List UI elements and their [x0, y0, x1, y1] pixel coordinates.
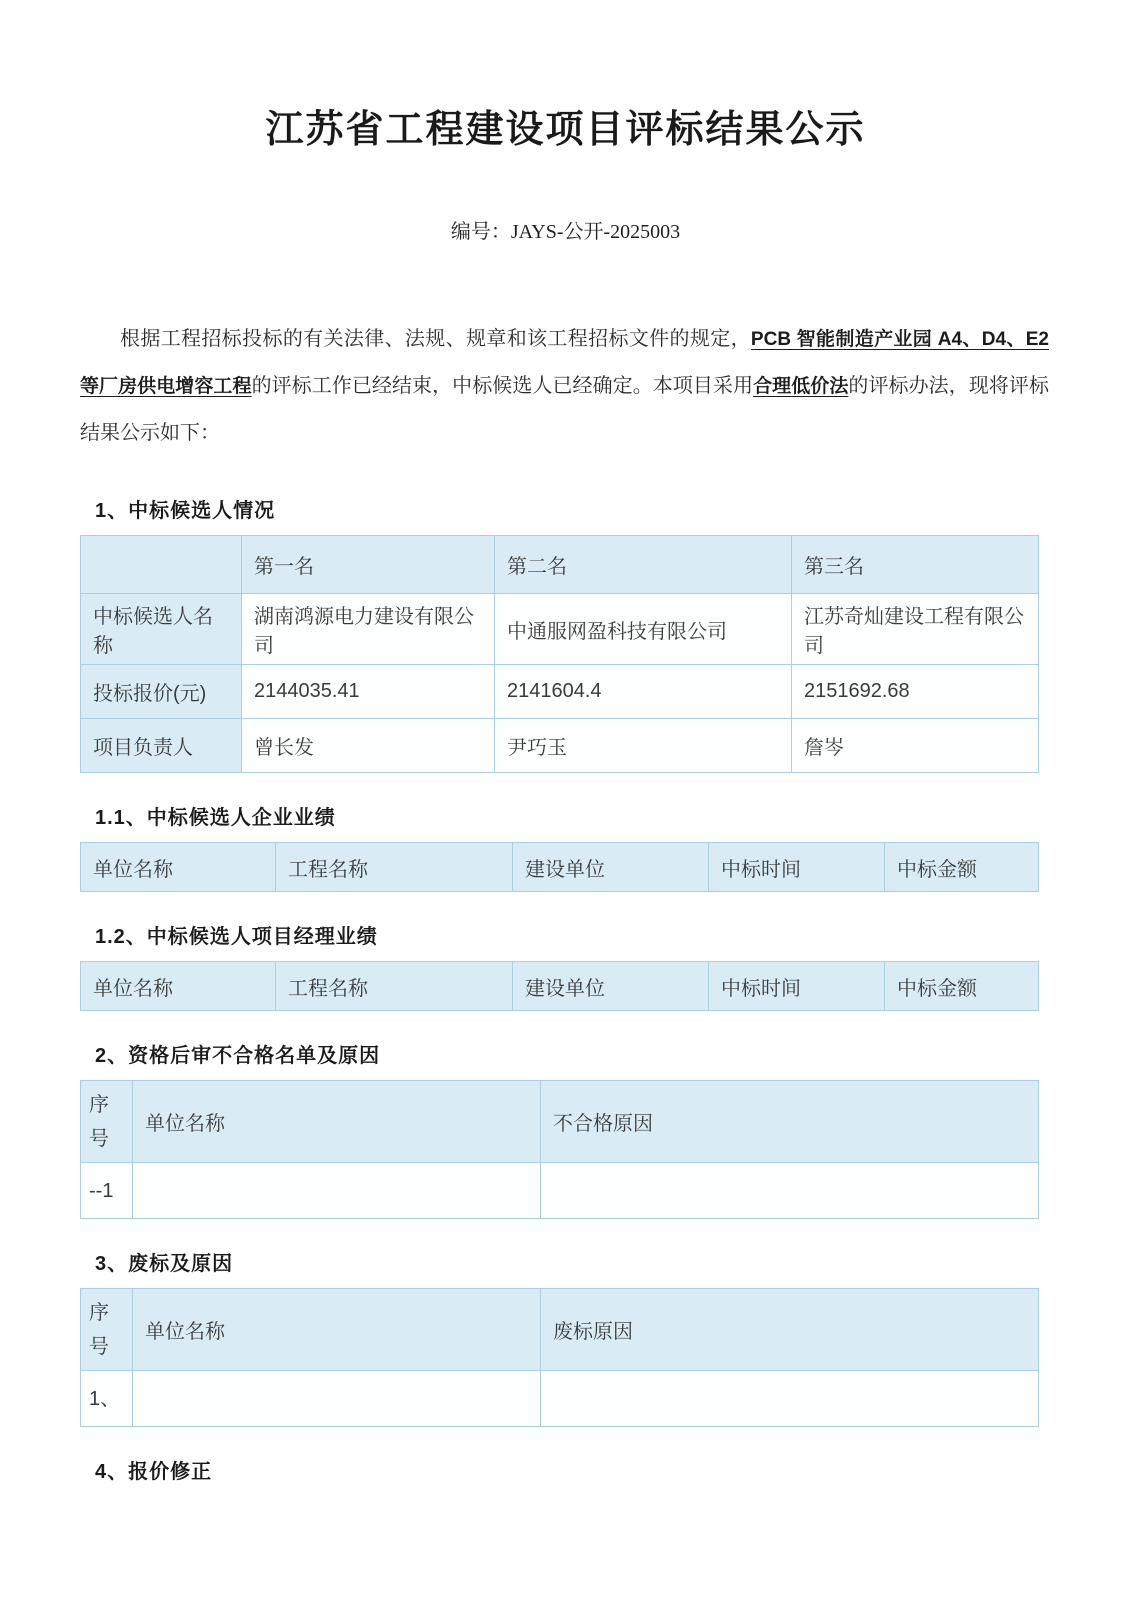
header-cell-award-amount: 中标金额	[885, 843, 1039, 892]
manager-performance-table	[80, 961, 1039, 1011]
header-cell-serial-number: 序号	[81, 1081, 133, 1163]
table-header-cell-rank3: 第三名	[792, 536, 1039, 594]
enterprise-performance-table	[80, 842, 1039, 892]
table-header-cell-empty	[81, 536, 242, 594]
header-cell-award-amount: 中标金额	[885, 962, 1039, 1011]
table-row-bid-price	[81, 665, 1039, 719]
table-cell-manager2: 尹巧玉	[495, 719, 792, 773]
header-cell-construction-unit: 建设单位	[513, 843, 709, 892]
header-cell-award-time: 中标时间	[709, 962, 885, 1011]
intro-evaluation-method: 合理低价法	[753, 376, 849, 397]
header-cell-construction-unit: 建设单位	[513, 962, 709, 1011]
table-cell-price3: 2151692.68	[792, 665, 1039, 719]
intro-text-1: 根据工程招标投标的有关法律、法规、规章和该工程招标文件的规定，	[120, 328, 751, 350]
header-cell-serial-number: 序号	[81, 1289, 133, 1371]
table-header-cell-rank2: 第二名	[495, 536, 792, 594]
row-label-cell: 中标候选人名称	[81, 594, 242, 665]
intro-paragraph	[80, 316, 1049, 456]
section-3-heading: 3、废标及原因	[95, 1253, 234, 1275]
table-header-row	[81, 1081, 1039, 1163]
section-1-heading: 1、中标候选人情况	[95, 500, 276, 522]
disqualified-list-table	[80, 1080, 1039, 1219]
table-row	[81, 1163, 1039, 1219]
table-cell-price1: 2144035.41	[242, 665, 495, 719]
table-row	[81, 1371, 1039, 1427]
table-cell-manager3: 詹岑	[792, 719, 1039, 773]
header-cell-disqualify-reason: 不合格原因	[541, 1081, 1039, 1163]
table-cell-manager1: 曾长发	[242, 719, 495, 773]
header-cell-project-name: 工程名称	[276, 962, 513, 1011]
header-cell-award-time: 中标时间	[709, 843, 885, 892]
header-cell-unit-name: 单位名称	[81, 843, 276, 892]
table-cell-candidate1: 湖南鸿源电力建设有限公司	[242, 594, 495, 665]
cell-disqualify-reason	[541, 1163, 1039, 1219]
header-cell-unit-name: 单位名称	[81, 962, 276, 1011]
intro-text-2: 的评标工作已经结束，中标候选人已经确定。本项目采用	[251, 375, 754, 397]
table-header-row	[81, 536, 1039, 594]
table-cell-price2: 2141604.4	[495, 665, 792, 719]
table-header-cell-rank1: 第一名	[242, 536, 495, 594]
doc-number: 编号：JAYS-公开-2025003	[450, 221, 681, 243]
row-label-cell: 投标报价(元)	[81, 665, 242, 719]
section-1-1-heading: 1.1、中标候选人企业业绩	[95, 807, 336, 829]
intro-project-name: PCB 智能制造产业园 A4、D4、E2 等厂房供电增容工程	[80, 329, 1049, 397]
sections-container	[80, 494, 1038, 1484]
cell-unit-name	[133, 1163, 541, 1219]
winning-candidates-table	[80, 535, 1039, 773]
section-2-heading: 2、资格后审不合格名单及原因	[95, 1045, 381, 1067]
header-cell-project-name: 工程名称	[276, 843, 513, 892]
table-header-row	[81, 843, 1039, 892]
intro-text-3: 的评标办法，现将评标结果公示如下：	[80, 375, 1049, 444]
cell-serial-number: --1	[81, 1163, 133, 1219]
table-header-row	[81, 1289, 1039, 1371]
page-title: 江苏省工程建设项目评标结果公示	[265, 109, 866, 151]
header-cell-invalid-reason: 废标原因	[541, 1289, 1039, 1371]
table-cell-candidate2: 中通服网盈科技有限公司	[495, 594, 792, 665]
section-4-heading: 4、报价修正	[95, 1461, 213, 1483]
row-label-cell: 项目负责人	[81, 719, 242, 773]
section-1-2-heading: 1.2、中标候选人项目经理业绩	[95, 926, 378, 948]
cell-invalid-reason	[541, 1371, 1039, 1427]
cell-serial-number: 1、	[81, 1371, 133, 1427]
table-row-project-manager	[81, 719, 1039, 773]
table-cell-candidate3: 江苏奇灿建设工程有限公司	[792, 594, 1039, 665]
invalid-bids-table	[80, 1288, 1039, 1427]
header-cell-unit-name: 单位名称	[133, 1289, 541, 1371]
table-row-candidate-name	[81, 594, 1039, 665]
table-header-row	[81, 962, 1039, 1011]
header-cell-unit-name: 单位名称	[133, 1081, 541, 1163]
cell-unit-name	[133, 1371, 541, 1427]
